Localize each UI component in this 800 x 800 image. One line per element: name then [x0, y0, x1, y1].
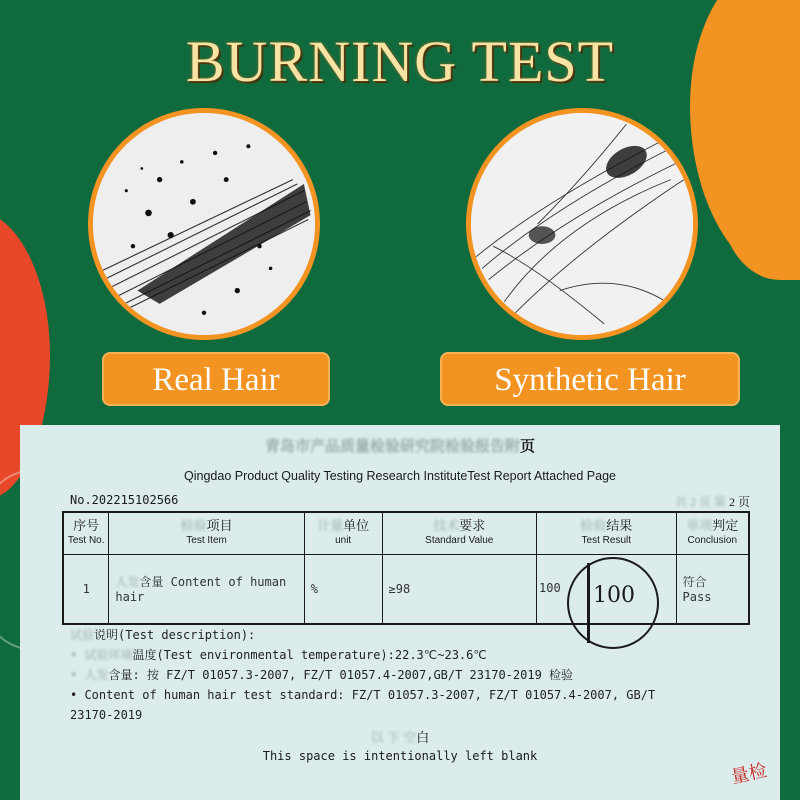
test-description [70, 625, 655, 725]
row-standard: ≥98 [382, 554, 537, 624]
desc-heading-text: 说明(Test description): [94, 628, 256, 642]
header-conclusion [676, 512, 749, 554]
header-result-cn: 结果 [606, 518, 633, 534]
blank-note-cn [20, 727, 780, 746]
table-row [63, 554, 749, 624]
row-conclusion-cn: 符合 [682, 575, 707, 590]
header-result-en: Test Result [581, 535, 632, 547]
page-title: BURNING TEST [185, 29, 615, 94]
header-no-cn: 序号 [73, 518, 100, 534]
report-title-cn-tail: 页 [520, 439, 536, 455]
report-page [675, 493, 750, 510]
header-result-cn-blurred: 检验 [580, 518, 607, 534]
row-item-blurred: 人发 [115, 575, 140, 590]
table-header-row [63, 512, 749, 554]
header-conclusion-en: Conclusion [687, 535, 738, 547]
report-title-en: Qingdao Product Quality Testing Research InstituteTest Report Attached Page [184, 469, 616, 483]
header-item [109, 512, 304, 554]
report-page-blurred: 共 2 页 第 [674, 495, 726, 509]
row-result-small: 100 [539, 580, 561, 595]
header-standard [382, 512, 537, 554]
row-unit: % [304, 554, 382, 624]
report-title-cn-blurred: 青岛市产品质量检验研究院检验报告附 [264, 439, 520, 455]
header-conclusion-cn: 判定 [712, 518, 739, 534]
desc-line-1 [70, 645, 655, 665]
report-page-tail: 2 页 [728, 495, 750, 509]
header-item-cn-blurred: 检验 [180, 518, 207, 534]
real-hair-label: Real Hair [102, 352, 330, 406]
header-result [537, 512, 677, 554]
report-number: No.202215102566 [70, 493, 179, 507]
header-standard-cn-blurred: 技术 [433, 518, 460, 534]
report-table [62, 511, 750, 625]
header-standard-en: Standard Value [425, 535, 494, 547]
row-result [537, 554, 677, 624]
header-item-en: Test Item [186, 535, 227, 547]
row-item-text: 含量 Content of human hair [115, 575, 287, 605]
desc-line-4: 23170-2019 [70, 708, 143, 722]
test-report [20, 425, 780, 800]
report-title-cn [20, 435, 780, 456]
header-unit-en: unit [335, 535, 352, 547]
desc-heading [70, 625, 655, 645]
header-standard-cn: 要求 [459, 518, 486, 534]
header-no-en: Test No. [67, 535, 105, 547]
row-result-magnified: 100 [593, 582, 636, 608]
header-unit-cn: 单位 [343, 518, 370, 534]
header-unit-cn-blurred: 计量 [317, 518, 344, 534]
desc-line-3: • Content of human hair test standard: FZ/T 01057.3-2007, FZ/T 01057.4-2007, GB/T [70, 688, 656, 702]
real-hair-burn-photo-icon [88, 108, 320, 340]
row-item [109, 554, 304, 624]
header-conclusion-cn-blurred: 单项 [686, 518, 713, 534]
blank-note-cn-tail: 白 [416, 730, 430, 745]
desc-line-2-text: 含量: 按 FZ/T 01057.3-2007, FZ/T 01057.4-2007,GB/T 23170-2019 检验 [108, 668, 574, 682]
desc-heading-blurred: 试验 [70, 628, 95, 642]
header-unit [304, 512, 382, 554]
header-no [63, 512, 109, 554]
row-no: 1 [63, 554, 109, 624]
synthetic-hair-label: Synthetic Hair [440, 352, 740, 406]
desc-line-1-blurred: • 试验环境 [70, 648, 133, 662]
row-conclusion [676, 554, 749, 624]
desc-line-2-blurred: • 人发 [70, 668, 109, 682]
row-conclusion-en: Pass [682, 590, 712, 605]
blank-note-cn-blurred: 以 下 空 [370, 730, 417, 745]
desc-line-2 [70, 665, 655, 685]
header-item-cn: 项目 [206, 518, 233, 534]
synthetic-hair-burn-photo-icon [466, 108, 698, 340]
desc-line-1-text: 温度(Test environmental temperature):22.3℃~23.6℃ [132, 648, 487, 662]
blank-note-en: This space is intentionally left blank [262, 749, 538, 763]
red-stamp-icon: 量检 [729, 760, 769, 788]
